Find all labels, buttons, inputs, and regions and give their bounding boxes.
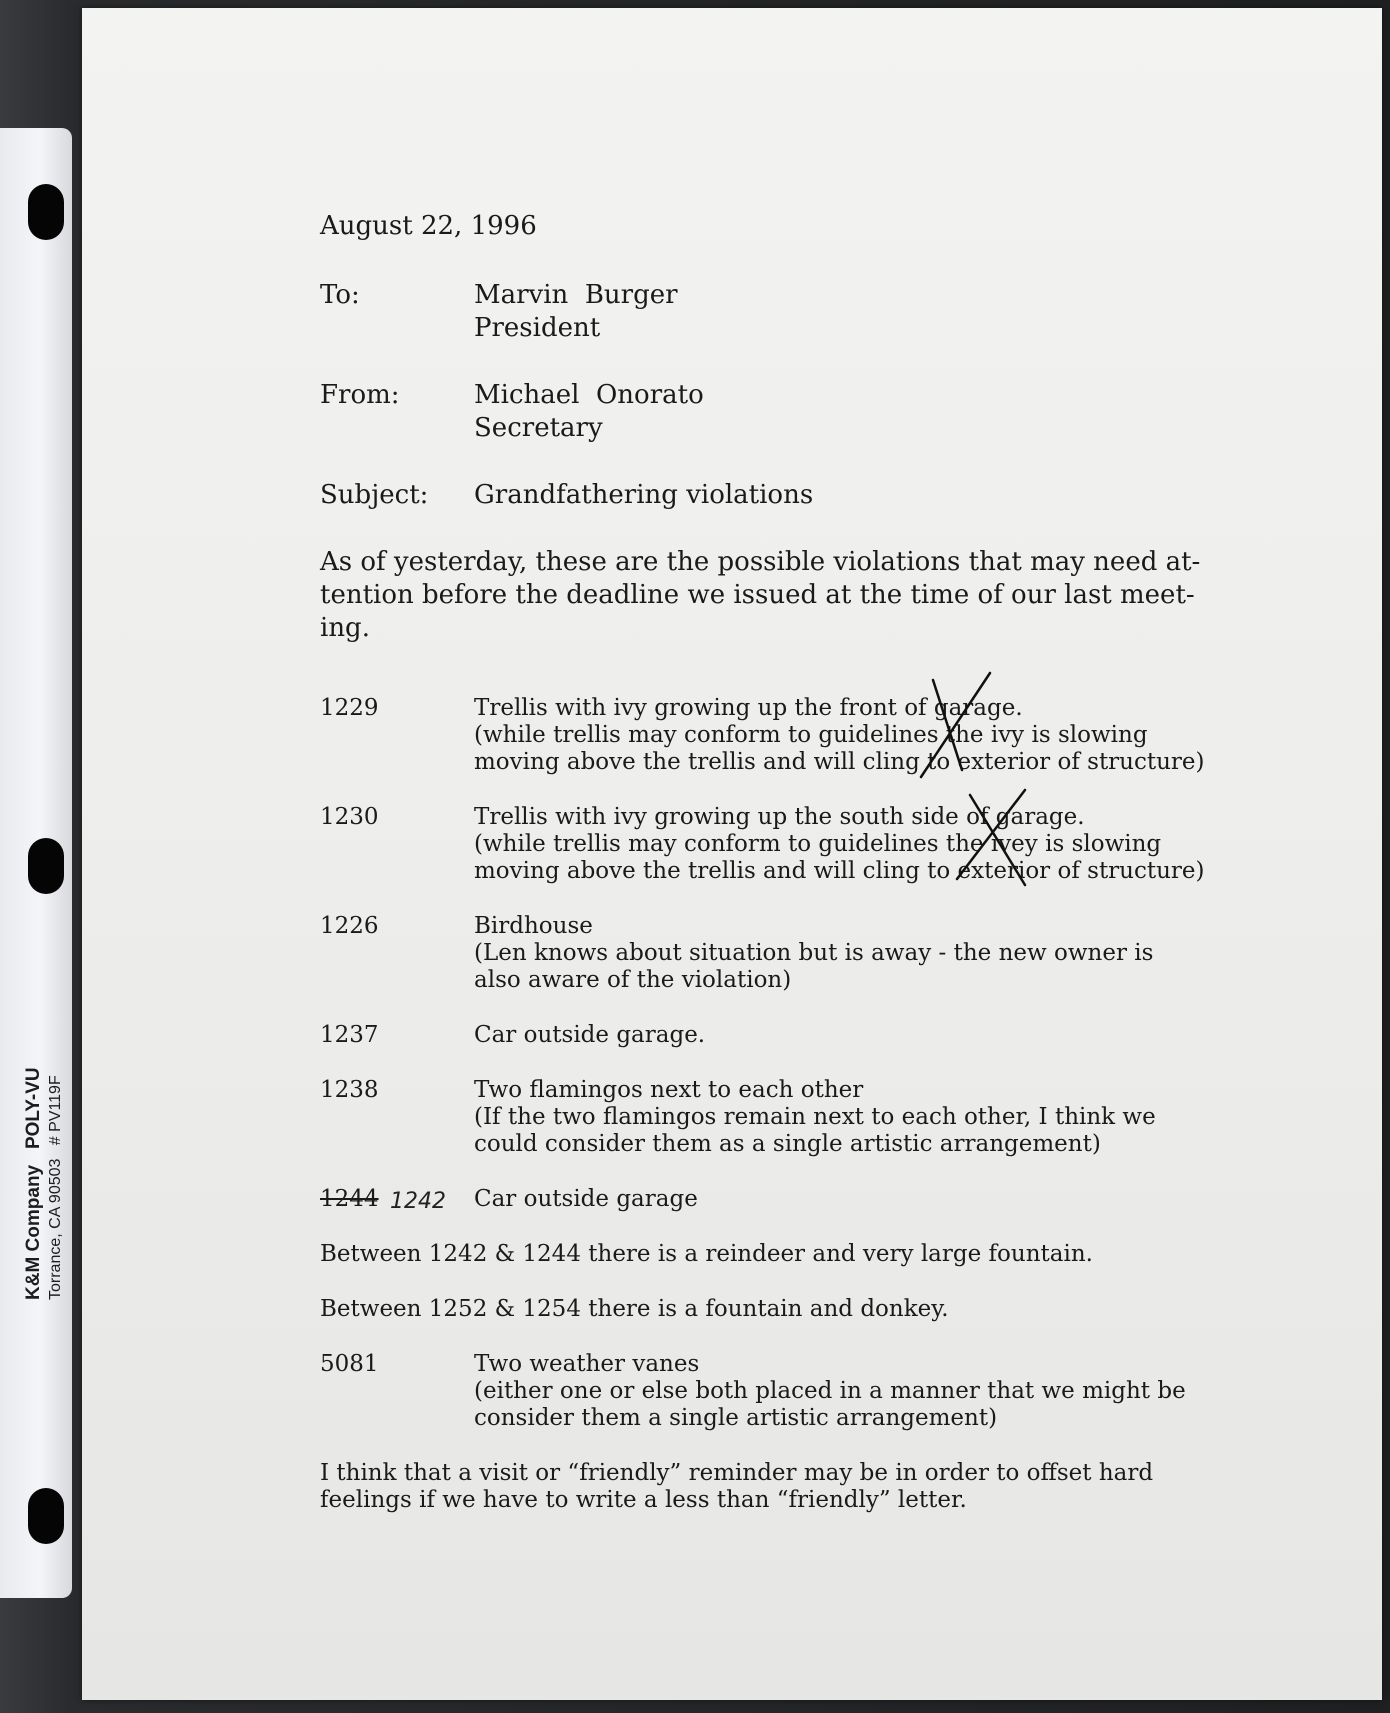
closing-line: feelings if we have to write a less than “friendly” letter. xyxy=(320,1487,967,1513)
to-name: Marvin Burger xyxy=(474,280,678,310)
item-line: consider them a single artistic arrangement) xyxy=(474,1405,998,1431)
subject-label: Subject: xyxy=(320,480,429,510)
binder-label xyxy=(22,1067,66,1300)
item-line: (If the two flamingos remain next to each other, I think we xyxy=(474,1104,1156,1130)
memo-date-row xyxy=(320,210,1240,243)
item-line: Trellis with ivy growing up the south side of garage. xyxy=(474,804,1085,830)
item-line: (Len knows about situation but is away - the new owner is xyxy=(474,940,1154,966)
lot-number-cell xyxy=(320,1186,474,1213)
item-line: Car outside garage xyxy=(474,1186,698,1212)
from-label: From: xyxy=(320,380,400,410)
item-line: Two flamingos next to each other xyxy=(474,1077,864,1103)
binder-location: Torrance, CA 90503 xyxy=(47,1158,64,1300)
lot-number: 1237 xyxy=(320,1022,379,1048)
binder-brand: K&M Company xyxy=(23,1164,44,1300)
violation-item xyxy=(320,1077,1240,1158)
binder-hole xyxy=(28,184,64,240)
binder-hole xyxy=(28,1488,64,1544)
item-line: moving above the trellis and will cling to exterior of structure) xyxy=(474,858,1205,884)
item-line: (while trellis may conform to guidelines the ivy is slowing xyxy=(474,722,1148,748)
violation-item xyxy=(320,913,1240,994)
item-line: (either one or else both placed in a manner that we might be xyxy=(474,1378,1186,1404)
intro-paragraph: As of yesterday, these are the possible violations that may need at- tention before the deadline we issued at the time of our last meet- ing. xyxy=(320,547,1201,643)
memo-subject-row xyxy=(320,479,1240,512)
memo-date: August 22, 1996 xyxy=(320,211,537,241)
lot-number: 1229 xyxy=(320,695,379,721)
item-line: moving above the trellis and will cling to exterior of structure) xyxy=(474,749,1205,775)
note-line: Between 1252 & 1254 there is a fountain and donkey. xyxy=(320,1296,949,1322)
handwritten-correction: 1242 xyxy=(390,1189,446,1214)
binder-hole xyxy=(28,838,64,894)
subject-text: Grandfathering violations xyxy=(474,480,814,510)
from-title: Secretary xyxy=(474,413,603,443)
memo-body xyxy=(320,210,1240,1514)
item-line: Trellis with ivy growing up the front of garage. xyxy=(474,695,1023,721)
lot-number: 1238 xyxy=(320,1077,379,1103)
item-line: could consider them as a single artistic arrangement) xyxy=(474,1131,1101,1157)
violation-item xyxy=(320,695,1240,776)
violation-item xyxy=(320,1351,1240,1432)
binder-code: # PV119F xyxy=(47,1075,64,1146)
lot-number-struck: 1244 xyxy=(320,1186,379,1212)
violation-item xyxy=(320,1022,1240,1049)
closing-line: I think that a visit or “friendly” reminder may be in order to offset hard xyxy=(320,1460,1154,1486)
item-line: Birdhouse xyxy=(474,913,593,939)
lot-number: 5081 xyxy=(320,1351,379,1377)
item-line: Car outside garage. xyxy=(474,1022,706,1048)
item-line: Two weather vanes xyxy=(474,1351,700,1377)
binder-strip xyxy=(0,128,72,1598)
violation-item xyxy=(320,804,1240,885)
memo-from-row xyxy=(320,379,1240,445)
note-line: Between 1242 & 1244 there is a reindeer and very large fountain. xyxy=(320,1241,1093,1267)
lot-number: 1226 xyxy=(320,913,379,939)
from-name: Michael Onorato xyxy=(474,380,704,410)
lot-number: 1230 xyxy=(320,804,379,830)
item-line: (while trellis may conform to guidelines the ivey is slowing xyxy=(474,831,1162,857)
item-line: also aware of the violation) xyxy=(474,967,792,993)
memo-to-row xyxy=(320,279,1240,345)
binder-product: POLY-VU xyxy=(23,1067,44,1150)
to-label: To: xyxy=(320,280,360,310)
violation-item xyxy=(320,1186,1240,1213)
to-title: President xyxy=(474,313,601,343)
closing-paragraph xyxy=(320,1460,1240,1514)
